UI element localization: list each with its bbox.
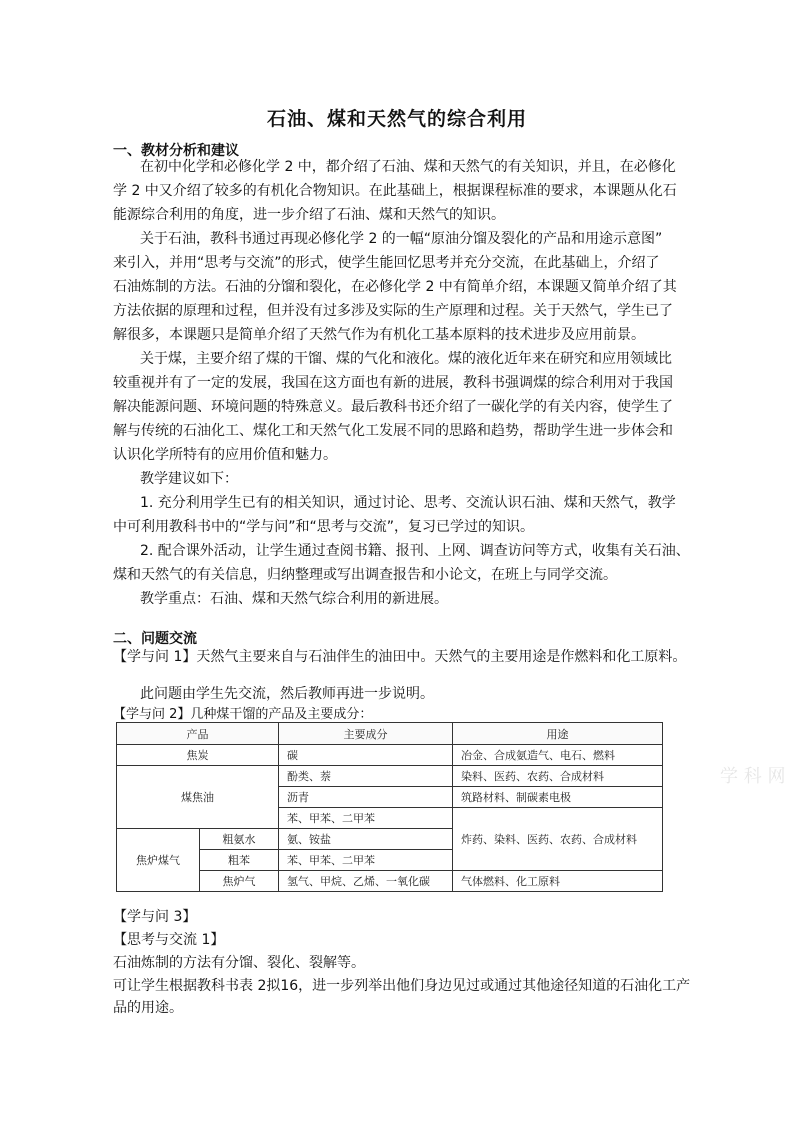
coal-distillation-table: [116, 722, 663, 892]
cell-use: 气体燃料、化工原料: [453, 871, 663, 892]
section2-heading: 二、问题交流: [113, 631, 197, 647]
cell-product: 焦炭: [117, 745, 279, 766]
cell-use: 筑路材料、制碳素电极: [453, 787, 663, 808]
paragraph-line: 解很多，本课题只是简单介绍了天然气作为有机化工基本原料的技术进步及应用前景。: [113, 327, 645, 343]
question-3: 【学与问 3】: [113, 909, 197, 925]
cell-component: 氢气、甲烷、乙烯、一氧化碳: [279, 871, 453, 892]
cell-component: 氨、铵盐: [279, 829, 453, 850]
cell-component: 碳: [279, 745, 453, 766]
table-row: [117, 745, 663, 766]
cell-subproduct: 粗氨水: [200, 829, 279, 850]
cell-component: 苯、甲苯、二甲苯: [279, 850, 453, 871]
cell-component: 沥青: [279, 787, 453, 808]
question-1-note: 此问题由学生先交流，然后教师再进一步说明。: [140, 686, 434, 702]
paragraph-line: 煤和天然气的有关信息，归纳整理或写出调查报告和小论文，在班上与同学交流。: [113, 567, 617, 583]
paragraph-line: 能源综合利用的角度，进一步介绍了石油、煤和天然气的知识。: [113, 207, 505, 223]
cell-use: 染料、医药、农药、合成材料: [453, 766, 663, 787]
paragraph-line: 中可利用教科书中的“学与问”和“思考与交流”，复习已学过的知识。: [113, 519, 535, 535]
page-title: 石油、煤和天然气的综合利用: [266, 108, 527, 130]
paragraph-line: 教学重点：石油、煤和天然气综合利用的新进展。: [140, 591, 448, 607]
table-header-row: [117, 723, 663, 745]
paragraph-line: 学 2 中又介绍了较多的有机化合物知识。在此基础上，根据课程标准的要求，本课题从化石: [113, 183, 677, 199]
paragraph-line: 解决能源问题、环境问题的特殊意义。最后教科书还介绍了一碳化学的有关内容，使学生了: [113, 399, 673, 415]
cell-component: 酚类、萘: [279, 766, 453, 787]
paragraph-line: 方法依据的原理和过程，但并没有过多涉及实际的生产原理和过程。关于天然气，学生已了: [113, 303, 673, 319]
paragraph-line: 认识化学所特有的应用价值和魅力。: [113, 447, 337, 463]
cell-subproduct: 焦炉气: [200, 871, 279, 892]
think-line: 石油炼制的方法有分馏、裂化、裂解等。: [113, 955, 365, 971]
table-row: [117, 766, 663, 787]
header-product: 产品: [117, 723, 279, 745]
paragraph-line: 来引入，并用“思考与交流”的形式，使学生能回忆思考并充分交流，在此基础上，介绍了: [113, 255, 660, 271]
think-exchange-1: 【思考与交流 1】: [113, 932, 225, 948]
cell-product-tar: 煤焦油: [117, 766, 279, 829]
cell-component: 苯、甲苯、二甲苯: [279, 808, 453, 829]
cell-product-gas: 焦炉煤气: [117, 829, 200, 892]
paragraph-line: 石油炼制的方法。石油的分馏和裂化，在必修化学 2 中有简单介绍，本课题又简单介绍了其: [113, 279, 677, 295]
header-components: 主要成分: [279, 723, 453, 745]
paragraph-line: 1. 充分利用学生已有的相关知识，通过讨论、思考、交流认识石油、煤和天然气，教学: [140, 495, 676, 511]
cell-use: 冶金、合成氨造气、电石、燃料: [453, 745, 663, 766]
think-line: 品的用途。: [113, 1000, 183, 1016]
cell-use-shared: 炸药、染料、医药、农药、合成材料: [453, 808, 663, 871]
cell-subproduct: 粗苯: [200, 850, 279, 871]
question-2-caption: 【学与问 2】几种煤干馏的产品及主要成分：: [113, 707, 373, 722]
paragraph-line: 在初中化学和必修化学 2 中，都介绍了石油、煤和天然气的有关知识，并且，在必修化: [140, 159, 676, 175]
paragraph-line: 解与传统的石油化工、煤化工和天然气化工发展不同的思路和趋势，帮助学生进一步体会和: [113, 423, 673, 439]
paragraph-line: 2. 配合课外活动，让学生通过查阅书籍、报刊、上网、调查访问等方式，收集有关石油、: [140, 543, 690, 559]
header-uses: 用途: [453, 723, 663, 745]
question-1: 【学与问 1】天然气主要来自与石油伴生的油田中。天然气的主要用途是作燃料和化工原料。: [113, 649, 687, 665]
paragraph-line: 教学建议如下：: [140, 471, 238, 487]
paragraph-line: 关于煤，主要介绍了煤的干馏、煤的气化和液化。煤的液化近年来在研究和应用领域比: [140, 351, 672, 367]
watermark: 学 科 网: [720, 766, 786, 787]
section1-heading: 一、教材分析和建议: [113, 143, 239, 159]
paragraph-line: 较重视并有了一定的发展，我国在这方面也有新的进展，教科书强调煤的综合利用对于我国: [113, 375, 673, 391]
think-line: 可让学生根据教科书表 2拟16，进一步列举出他们身边见过或通过其他途径知道的石油化工产: [113, 978, 691, 994]
paragraph-line: 关于石油，教科书通过再现必修化学 2 的一幅“原油分馏及裂化的产品和用途示意图”: [140, 231, 663, 247]
